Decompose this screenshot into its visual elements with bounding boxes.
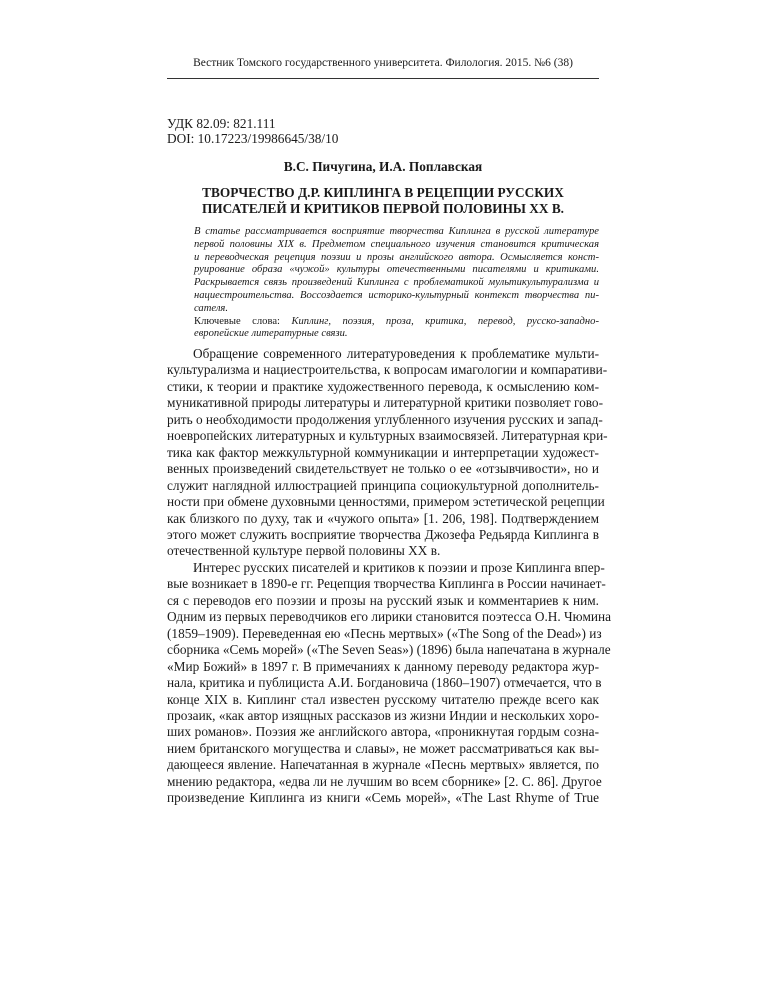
body-line: «Мир Божий» в 1897 г. В примечаниях к данному переводу редактора жур- bbox=[167, 658, 599, 674]
body-line: конце XIX в. Киплинг стал известен русскому читателю прежде всего как bbox=[167, 691, 599, 707]
abstract-line: сателя. bbox=[194, 302, 229, 314]
body-line: служит наглядной иллюстрацией принципа социокультурной дополнитель- bbox=[167, 477, 599, 493]
title-line: ТВОРЧЕСТВО Д.Р. КИПЛИНГА В РЕЦЕПЦИИ РУССКИХ bbox=[202, 185, 564, 200]
title-line: ПИСАТЕЛЕЙ И КРИТИКОВ ПЕРВОЙ ПОЛОВИНЫ XX В. bbox=[201, 200, 565, 216]
header-rule bbox=[167, 78, 599, 79]
body-line: ноевропейских литературных и культурных взаимосвязей. Литературная кри- bbox=[167, 428, 608, 444]
article-body bbox=[167, 346, 611, 807]
body-line: Одним из первых переводчиков его лирики становится поэтесса О.Н. Чюмина bbox=[167, 609, 611, 625]
body-line: тика как фактор межкультурной коммуникации и интерпретации художест- bbox=[167, 444, 599, 460]
body-line: этого может служить восприятие творчества Джозефа Редьярда Киплинга в bbox=[167, 526, 599, 542]
body-line: сборника «Семь морей» («The Seven Seas») (1896) была напечатана в журнале bbox=[167, 642, 611, 658]
body-line: нала, критика и публициста А.И. Богдановича (1860–1907) отмечается, что в bbox=[167, 675, 602, 691]
abstract-line: Раскрывается связь произведений Киплинга с проблематикой мультикультурализма и bbox=[194, 277, 599, 289]
body-line: произведение Киплинга из книги «Семь морей», «The Last Rhyme of True bbox=[167, 790, 599, 806]
keywords-line bbox=[194, 316, 599, 329]
body-line: вые возникает в 1890-е гг. Рецепция творчества Киплинга в России начинает- bbox=[167, 576, 606, 592]
abstract-line: руирование образа «чужой» культуры отечественными писателями и критиками. bbox=[194, 264, 599, 276]
keywords-line: европейские литературные связи. bbox=[194, 328, 348, 340]
body-line: венных произведений свидетельствует не только о ее «отзывчивости», но и bbox=[167, 461, 599, 477]
body-line: ся с переводов его поэзии и прозы на русский язык и комментариев к ним. bbox=[167, 592, 599, 608]
keywords-text: Киплинг, поэзия, проза, критика, перевод, русско-западно- bbox=[291, 315, 599, 327]
abstract-line: первой половины XIX в. Предметом специального изучения становится критическая bbox=[194, 238, 599, 250]
abstract-line: В статье рассматривается восприятие творчества Киплинга в русской литературе bbox=[194, 226, 599, 237]
article-meta bbox=[167, 117, 338, 146]
article-title bbox=[167, 185, 599, 216]
body-line: отечественной культуре первой половины XX в. bbox=[167, 543, 441, 559]
udk-code: УДК 82.09: 821.111 bbox=[167, 116, 276, 131]
body-line: Обращение современного литературоведения к проблематике мульти- bbox=[193, 346, 599, 361]
body-line: нием британского могущества и славы», не может рассматриваться как вы- bbox=[167, 740, 599, 756]
body-line: дающееся явление. Напечатанная в журнале «Песнь мертвых» является, по bbox=[167, 757, 599, 773]
body-line: муникативной природы литературы и литературной критики позволяет гово- bbox=[167, 395, 603, 411]
body-line: Интерес русских писателей и критиков к поэзии и прозе Киплинга впер- bbox=[193, 559, 605, 575]
abstract-line: и переводческая рецепция поэзии и прозы английского автора. Осмысляется конст- bbox=[194, 251, 599, 263]
body-line: мнению редактора, «едва ли не лучшим во всем сборнике» [2. С. 86]. Другое bbox=[167, 773, 602, 789]
body-line: как близкого по духу, так и «чужого опыта» [1. 206, 198]. Подтверждением bbox=[167, 510, 599, 526]
body-line: рить о необходимости продолжения углубленного изучения русских и запад- bbox=[167, 411, 603, 427]
abstract-line: нациестроительства. Воссоздается историко-культурный контекст творчества пи- bbox=[194, 289, 599, 301]
doi-code: DOI: 10.17223/19986645/38/10 bbox=[167, 130, 339, 146]
running-head: Вестник Томского государственного университета. Филология. 2015. №6 (38) bbox=[193, 57, 573, 69]
body-line: ности при обмене духовными ценностями, примером эстетической рецепции bbox=[167, 494, 605, 510]
abstract bbox=[194, 226, 599, 341]
body-line: стики, к теории и практике художественного перевода, к осмыслению ком- bbox=[167, 378, 599, 394]
body-line: (1859–1909). Переведенная ею «Песнь мертвых» («The Song of the Dead») из bbox=[167, 625, 602, 641]
article-authors: В.С. Пичугина, И.А. Поплавская bbox=[283, 159, 483, 174]
body-line: ших романов». Поэзия же английского автора, «проникнутая гордым созна- bbox=[167, 724, 599, 740]
body-line: культурализма и нациестроительства, к вопросам имагологии и компаративи- bbox=[167, 362, 608, 378]
body-line: прозаик, «как автор изящных рассказов из жизни Индии и нескольких хоро- bbox=[167, 707, 599, 723]
keywords-label: Ключевые слова: bbox=[194, 315, 280, 327]
